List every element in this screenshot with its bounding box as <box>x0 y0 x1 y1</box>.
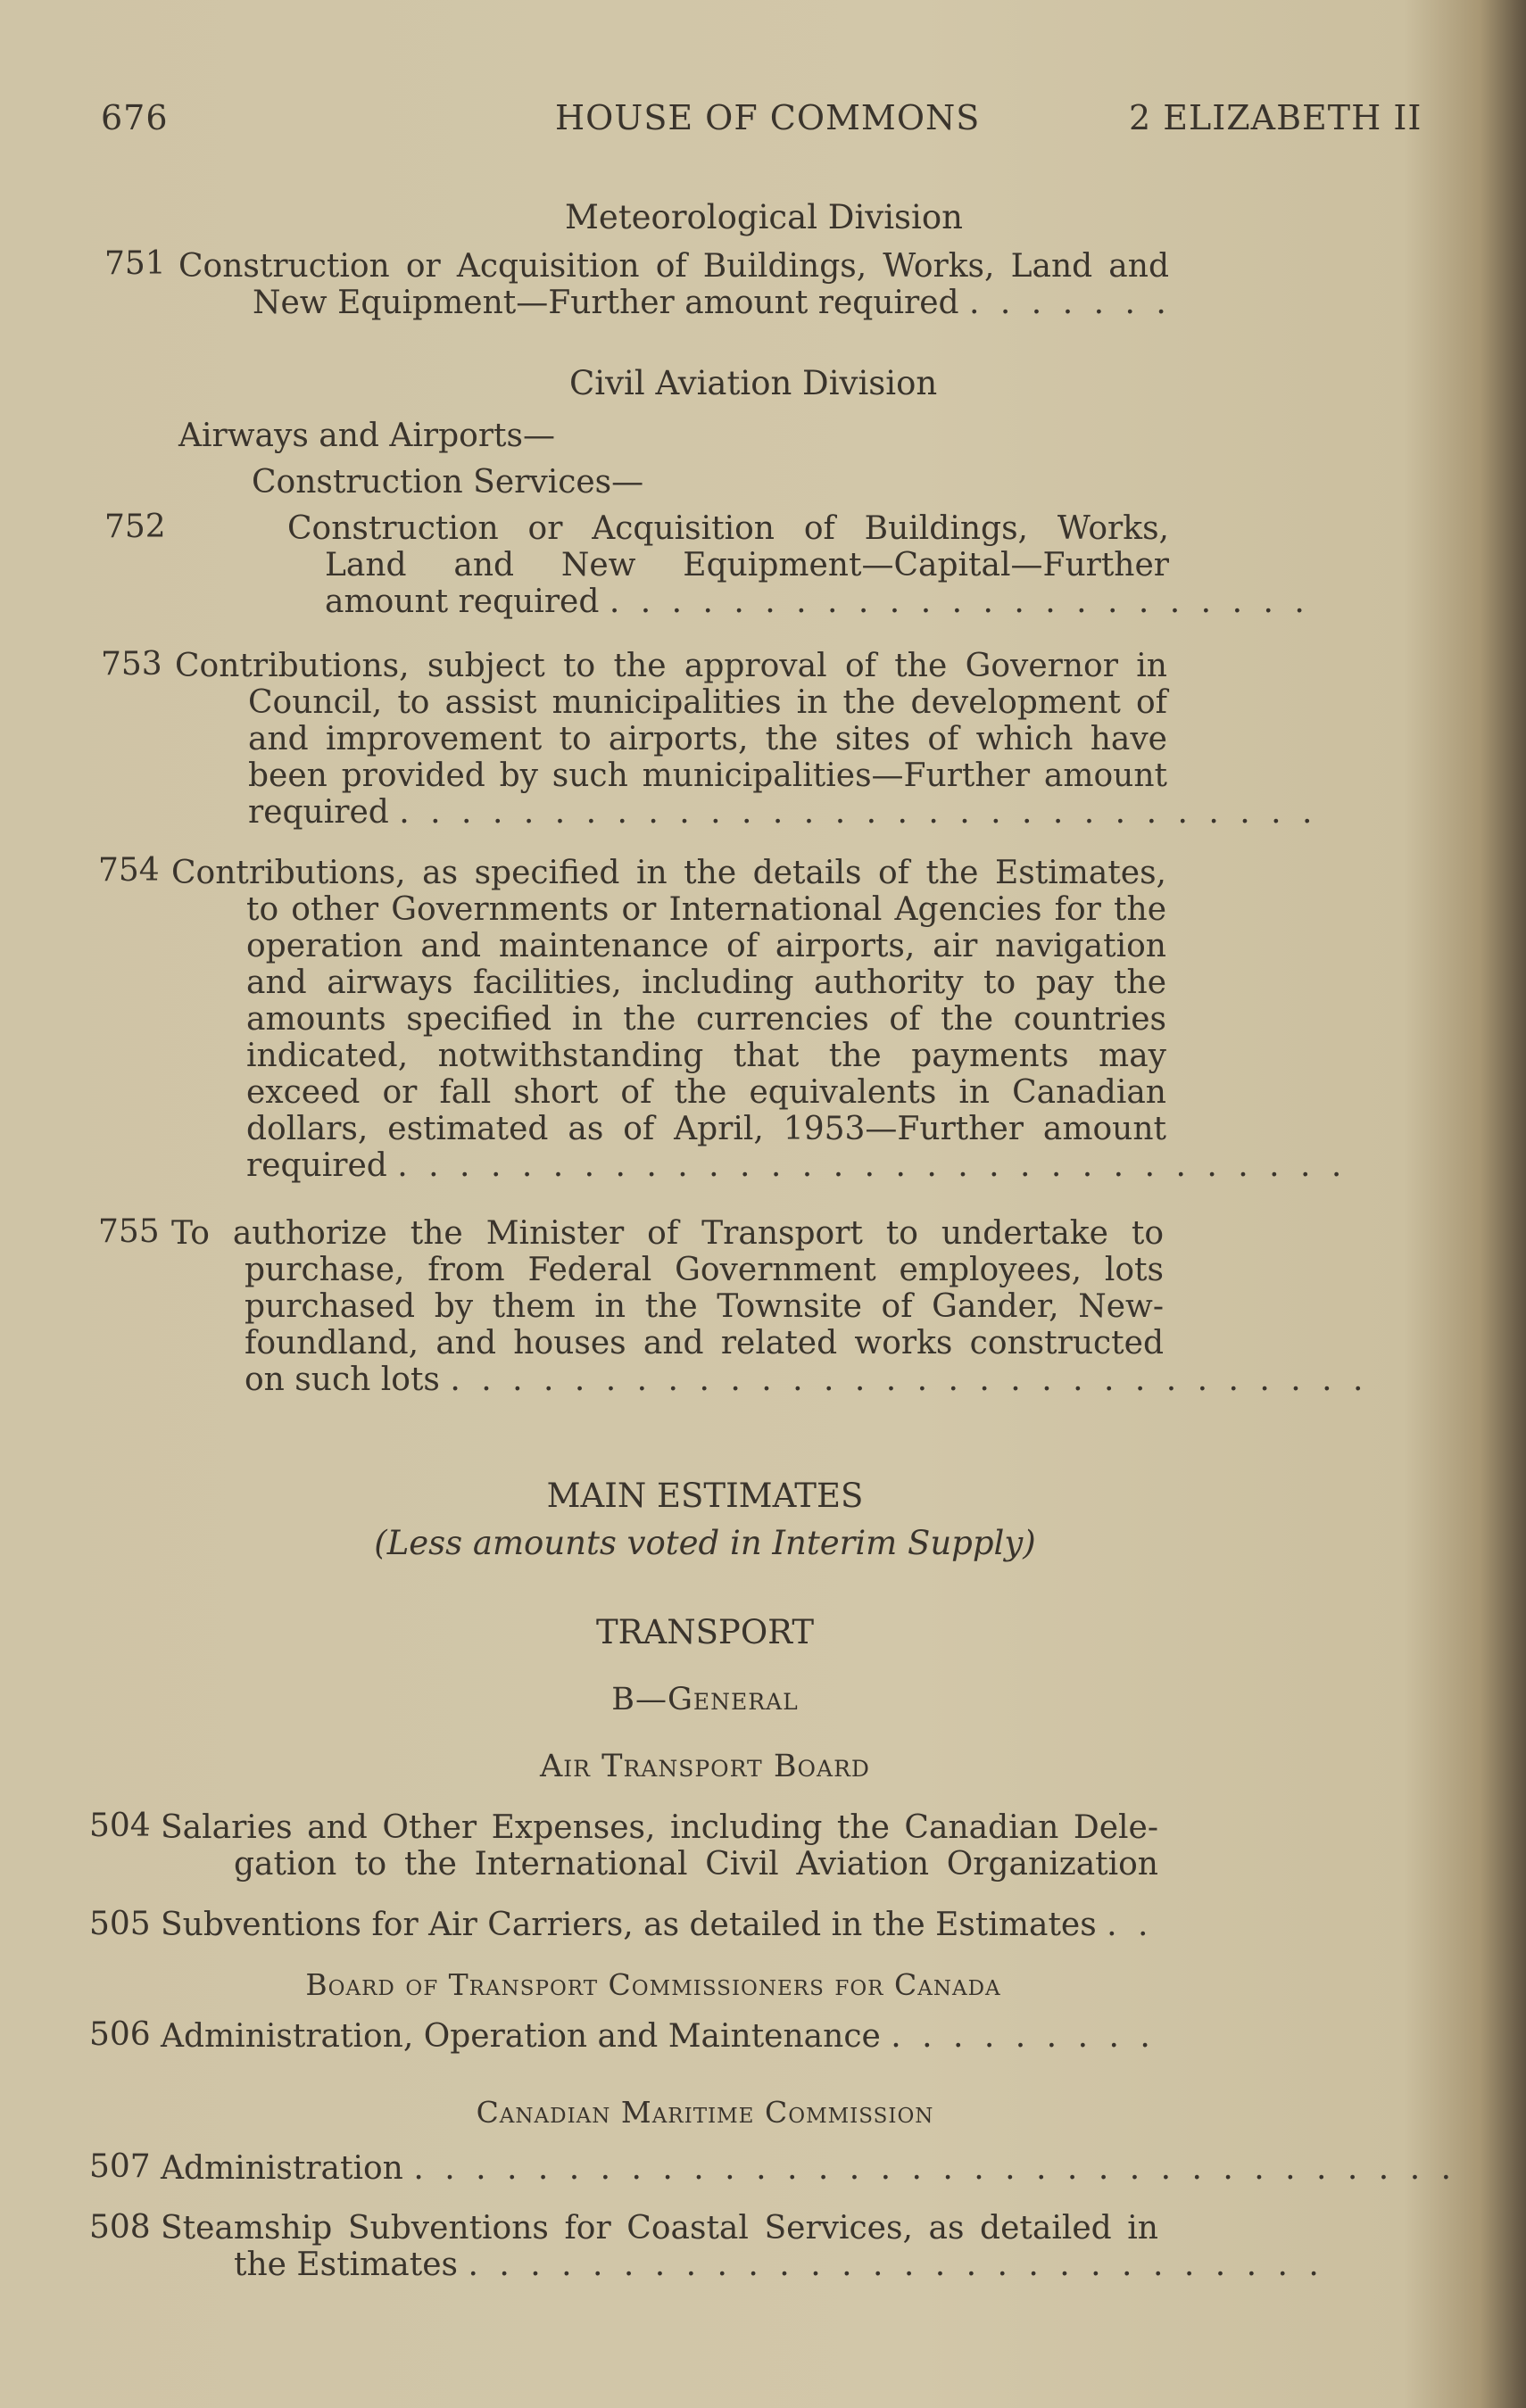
dot-leader: . . . . . . . . . . . . . . . . . . . . . . . . . . . . . . <box>450 1361 1369 1398</box>
vote-description: Administration . . . . . . . . . . . . . . . . . . . . . . . . . . . . . . . . . . <box>161 2150 1457 2187</box>
main-estimates-title: MAIN ESTIMATES <box>546 1477 864 1515</box>
main-estimates-subtitle: (Less amounts voted in Interim Supply) <box>374 1524 1036 1562</box>
vote-number: 508 <box>89 2209 151 2246</box>
vote-description: Contributions, subject to the approval of the Governor in Council, to assist municipalities in the development of and improvement to airports, the sites of which have been provided by such municipalities—Further amount required . . . . . . . . . . . . . . . . . . . . . . . . . . . . . . <box>175 648 1318 831</box>
vote-number: 755 <box>98 1213 160 1250</box>
vote-description: Subventions for Air Carriers, as detailed in the Estimates . . <box>161 1907 1154 1943</box>
vote-description: Steamship Subventions for Coastal Services, as detailed in the Estimates . . . . . . . . . . . . . . . . . . . . . . . . . . . . <box>161 2210 1324 2283</box>
dot-leader: . . . . . . . . . . . . . . . . . . . . . . . . . . . . . . . <box>397 1147 1348 1184</box>
subheading-airways: Airways and Airports— <box>178 418 555 454</box>
vote-number: 506 <box>89 2016 151 2053</box>
section-heading-civil-aviation: Civil Aviation Division <box>569 364 938 402</box>
dot-leader: . . <box>1107 1907 1154 1943</box>
vote-number: 507 <box>89 2148 151 2185</box>
vote-description: To authorize the Minister of Transport to undertake to purchase, from Federal Government employees, lots purchased by them in the Townsite of Gander, New- foundland, and houses and related works constructed on such lots . . . . . . . . . . . . . . . . . . . . . . . . . . . . . . <box>171 1215 1369 1398</box>
vote-number: 751 <box>104 245 166 282</box>
dot-leader: . . . . . . . . . <box>891 2018 1156 2055</box>
section-heading-cmc: Canadian Maritime Commission <box>476 2095 934 2130</box>
subheading-construction: Construction Services— <box>252 464 644 501</box>
vote-number: 504 <box>89 1808 151 1844</box>
dot-leader: . . . . . . . . . . . . . . . . . . . . . . . . . . . . . . . . . . <box>413 2150 1457 2187</box>
running-title: HOUSE OF COMMONS <box>555 98 981 137</box>
section-heading-meteorological: Meteorological Division <box>565 198 963 236</box>
vote-description: Construction or Acquisition of Buildings, Works, Land and New Equipment—Further amount required . . . . . . . <box>178 248 1172 321</box>
dot-leader: . . . . . . . . . . . . . . . . . . . . . . . . . . . . . . <box>399 794 1318 831</box>
vote-description: Construction or Acquisition of Buildings, Works, Land and New Equipment—Capital—Further amount required . . . . . . . . . . . . . . . . . . . . . . . <box>287 510 1310 620</box>
dot-leader: . . . . . . . <box>969 285 1172 321</box>
vote-number: 505 <box>89 1906 151 1942</box>
vote-description: Administration, Operation and Maintenance . . . . . . . . . <box>161 2018 1156 2055</box>
vote-description: Salaries and Other Expenses, including the Canadian Dele- gation to the International Civil Aviation Organization <box>161 1809 1158 1883</box>
section-heading-air-board: Air Transport Board <box>540 1749 870 1784</box>
vote-description: Contributions, as specified in the details of the Estimates, to other Governments or International Agencies for the operation and maintenance of airports, air navigation and airways facilities, including authority to pay the amounts specified in the currencies of the countries indicated, notwithstanding that the payments may exceed or fall short of the equivalents in Canadian dollars, estimated as of April, 1953—Further amount required . . . . . . . . . . . . . . . . . . . . . . . . . . . . . . . <box>171 855 1348 1184</box>
vote-number: 753 <box>101 646 162 683</box>
vote-number: 752 <box>104 509 166 545</box>
page-number: 676 <box>101 98 169 137</box>
part-title: B—General <box>611 1682 799 1717</box>
department-title: TRANSPORT <box>595 1613 815 1651</box>
dot-leader: . . . . . . . . . . . . . . . . . . . . . . . . . . . . <box>468 2247 1324 2283</box>
vote-number: 754 <box>98 852 160 889</box>
running-right: 2 ELIZABETH II <box>1129 98 1422 137</box>
section-heading-btc: Board of Transport Commissioners for Canada <box>305 1967 1001 2002</box>
dot-leader: . . . . . . . . . . . . . . . . . . . . . . . <box>609 583 1310 620</box>
